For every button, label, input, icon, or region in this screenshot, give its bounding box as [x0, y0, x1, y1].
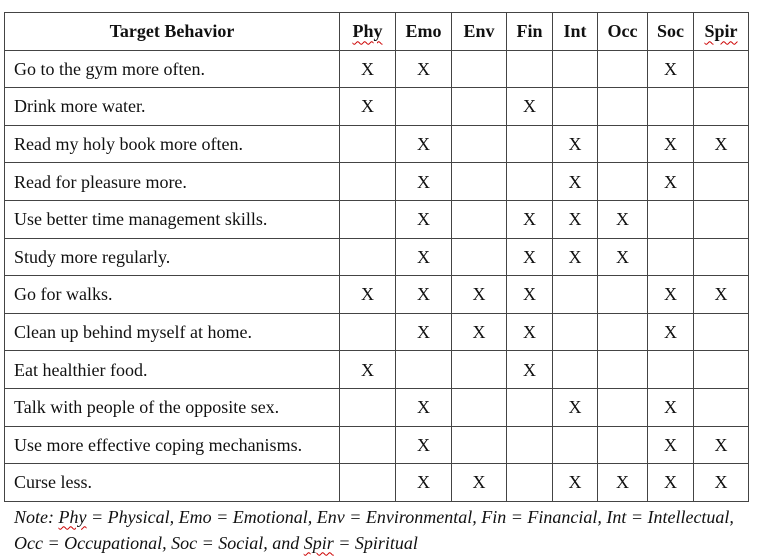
mark-cell-fin: X	[507, 238, 553, 276]
mark-cell-emo: X	[396, 238, 452, 276]
table-row	[5, 50, 749, 88]
mark-cell-env: X	[452, 313, 507, 351]
table-body	[5, 50, 749, 501]
mark-cell-soc: X	[648, 388, 694, 426]
mark-cell-occ: X	[598, 464, 648, 502]
mark-cell-emo	[396, 351, 452, 389]
mark-cell-phy	[340, 313, 396, 351]
mark-cell-fin	[507, 163, 553, 201]
mark-cell-occ: X	[598, 200, 648, 238]
mark-cell-emo	[396, 88, 452, 126]
header-target-behavior: Target Behavior	[5, 13, 340, 51]
mark-cell-fin	[507, 50, 553, 88]
mark-cell-phy	[340, 163, 396, 201]
mark-cell-fin	[507, 426, 553, 464]
mark-cell-occ	[598, 426, 648, 464]
header-row	[5, 13, 749, 51]
table-row	[5, 200, 749, 238]
mark-cell-phy	[340, 388, 396, 426]
behavior-cell: Use more effective coping mechanisms.	[5, 426, 340, 464]
mark-cell-env	[452, 50, 507, 88]
mark-cell-env	[452, 351, 507, 389]
mark-cell-fin: X	[507, 88, 553, 126]
mark-cell-spir	[694, 351, 749, 389]
mark-cell-soc: X	[648, 313, 694, 351]
mark-cell-int: X	[553, 388, 598, 426]
behavior-cell: Clean up behind myself at home.	[5, 313, 340, 351]
mark-cell-soc: X	[648, 125, 694, 163]
mark-cell-emo: X	[396, 426, 452, 464]
mark-cell-occ	[598, 163, 648, 201]
mark-cell-spir	[694, 200, 749, 238]
note-phy-abbr: Phy	[58, 506, 87, 527]
note-spir-abbr: Spir	[303, 532, 334, 553]
mark-cell-emo: X	[396, 276, 452, 314]
table-row	[5, 388, 749, 426]
mark-cell-int: X	[553, 125, 598, 163]
mark-cell-int	[553, 351, 598, 389]
mark-cell-phy	[340, 238, 396, 276]
target-behavior-table	[4, 12, 749, 502]
mark-cell-occ	[598, 125, 648, 163]
mark-cell-spir	[694, 88, 749, 126]
mark-cell-soc	[648, 88, 694, 126]
mark-cell-soc: X	[648, 50, 694, 88]
header-int: Int	[553, 13, 598, 51]
mark-cell-env	[452, 163, 507, 201]
mark-cell-env	[452, 88, 507, 126]
behavior-cell: Eat healthier food.	[5, 351, 340, 389]
mark-cell-soc: X	[648, 163, 694, 201]
header-occ: Occ	[598, 13, 648, 51]
note-middle: = Physical, Emo = Emotional, Env = Environmental, Fin = Financial, Int = Intellectual, Occ = Occupational, Soc = Social, and	[14, 506, 734, 553]
behavior-cell: Use better time management skills.	[5, 200, 340, 238]
document	[4, 12, 748, 556]
table-note	[4, 504, 734, 556]
behavior-cell: Read my holy book more often.	[5, 125, 340, 163]
table-row	[5, 125, 749, 163]
mark-cell-int	[553, 88, 598, 126]
mark-cell-int: X	[553, 200, 598, 238]
mark-cell-fin	[507, 125, 553, 163]
mark-cell-fin: X	[507, 313, 553, 351]
mark-cell-phy: X	[340, 276, 396, 314]
mark-cell-spir	[694, 388, 749, 426]
mark-cell-spir: X	[694, 276, 749, 314]
mark-cell-spir: X	[694, 426, 749, 464]
mark-cell-phy: X	[340, 88, 396, 126]
behavior-cell: Go for walks.	[5, 276, 340, 314]
mark-cell-emo: X	[396, 313, 452, 351]
mark-cell-fin	[507, 464, 553, 502]
header-soc: Soc	[648, 13, 694, 51]
mark-cell-emo: X	[396, 464, 452, 502]
header-emo: Emo	[396, 13, 452, 51]
mark-cell-emo: X	[396, 163, 452, 201]
mark-cell-fin: X	[507, 276, 553, 314]
mark-cell-phy: X	[340, 351, 396, 389]
behavior-cell: Go to the gym more often.	[5, 50, 340, 88]
table-row	[5, 351, 749, 389]
mark-cell-emo: X	[396, 200, 452, 238]
mark-cell-occ	[598, 276, 648, 314]
mark-cell-env	[452, 200, 507, 238]
mark-cell-spir: X	[694, 125, 749, 163]
mark-cell-soc	[648, 351, 694, 389]
mark-cell-int: X	[553, 163, 598, 201]
mark-cell-env	[452, 426, 507, 464]
header-spir	[694, 13, 749, 51]
mark-cell-fin	[507, 388, 553, 426]
table-row	[5, 238, 749, 276]
header-fin: Fin	[507, 13, 553, 51]
mark-cell-emo: X	[396, 50, 452, 88]
mark-cell-env: X	[452, 464, 507, 502]
mark-cell-emo: X	[396, 125, 452, 163]
header-spir-label: Spir	[704, 21, 738, 42]
mark-cell-env: X	[452, 276, 507, 314]
mark-cell-phy	[340, 125, 396, 163]
mark-cell-phy: X	[340, 50, 396, 88]
mark-cell-occ	[598, 88, 648, 126]
table-row	[5, 88, 749, 126]
table-row	[5, 276, 749, 314]
table-row	[5, 464, 749, 502]
header-env: Env	[452, 13, 507, 51]
mark-cell-soc: X	[648, 426, 694, 464]
mark-cell-phy	[340, 200, 396, 238]
mark-cell-fin: X	[507, 200, 553, 238]
mark-cell-spir	[694, 313, 749, 351]
mark-cell-occ: X	[598, 238, 648, 276]
mark-cell-phy	[340, 426, 396, 464]
behavior-cell: Read for pleasure more.	[5, 163, 340, 201]
note-prefix: Note:	[14, 506, 59, 527]
behavior-cell: Study more regularly.	[5, 238, 340, 276]
header-phy	[340, 13, 396, 51]
mark-cell-spir: X	[694, 464, 749, 502]
mark-cell-occ	[598, 388, 648, 426]
mark-cell-spir	[694, 238, 749, 276]
mark-cell-int: X	[553, 238, 598, 276]
note-suffix: = Spiritual	[333, 532, 418, 553]
mark-cell-occ	[598, 313, 648, 351]
table-row	[5, 313, 749, 351]
behavior-cell: Curse less.	[5, 464, 340, 502]
mark-cell-occ	[598, 351, 648, 389]
mark-cell-int	[553, 50, 598, 88]
mark-cell-env	[452, 125, 507, 163]
table-row	[5, 163, 749, 201]
mark-cell-soc: X	[648, 464, 694, 502]
mark-cell-int	[553, 276, 598, 314]
mark-cell-spir	[694, 163, 749, 201]
mark-cell-env	[452, 238, 507, 276]
mark-cell-soc	[648, 238, 694, 276]
mark-cell-soc: X	[648, 276, 694, 314]
mark-cell-int: X	[553, 464, 598, 502]
mark-cell-int	[553, 313, 598, 351]
mark-cell-fin: X	[507, 351, 553, 389]
behavior-cell: Drink more water.	[5, 88, 340, 126]
mark-cell-spir	[694, 50, 749, 88]
mark-cell-soc	[648, 200, 694, 238]
mark-cell-emo: X	[396, 388, 452, 426]
behavior-cell: Talk with people of the opposite sex.	[5, 388, 340, 426]
mark-cell-env	[452, 388, 507, 426]
mark-cell-phy	[340, 464, 396, 502]
table-row	[5, 426, 749, 464]
header-phy-label: Phy	[352, 21, 383, 42]
mark-cell-occ	[598, 50, 648, 88]
mark-cell-int	[553, 426, 598, 464]
